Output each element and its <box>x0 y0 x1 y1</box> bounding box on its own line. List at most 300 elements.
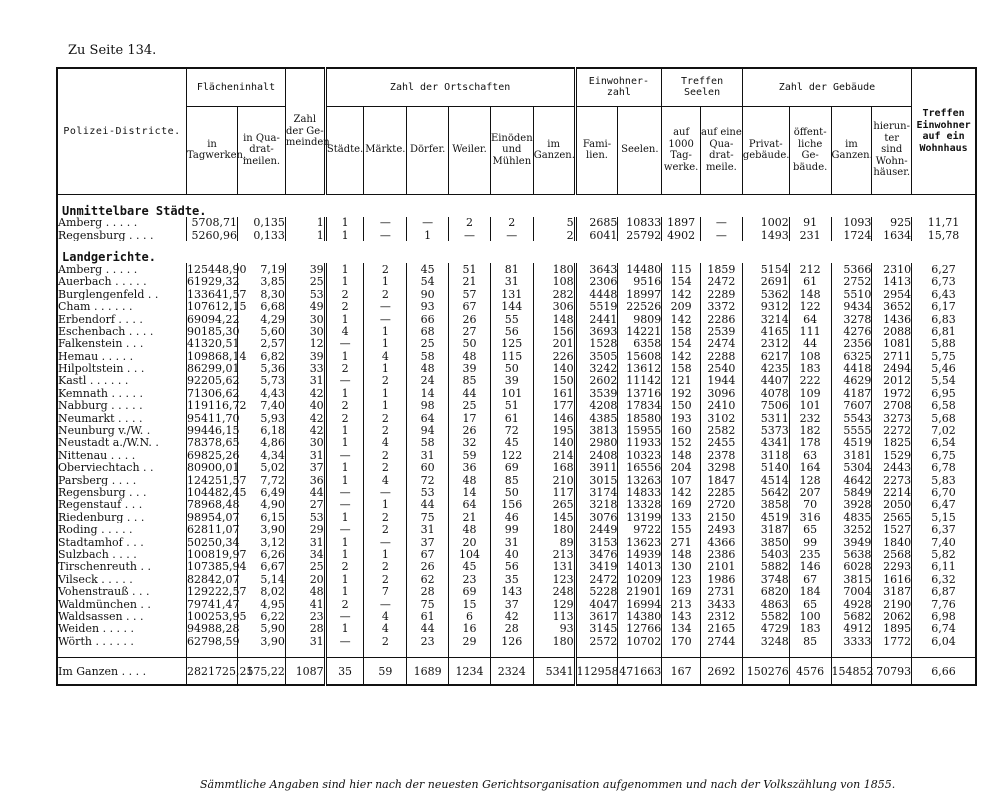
cell-qm: 0,135 <box>238 217 286 229</box>
cell-we: 48 <box>449 523 491 535</box>
table-row <box>57 561 976 573</box>
cell-ges: 201 <box>533 338 575 350</box>
cell-fam: 2602 <box>575 375 618 387</box>
cell-we: 26 <box>449 424 491 436</box>
cell-t1000: 133 <box>662 511 701 523</box>
cell-oeff: 100 <box>789 610 831 622</box>
cell-mk: 2 <box>364 424 407 436</box>
cell-ges: 89 <box>533 536 575 548</box>
cell-tagwerk: 78378,65 <box>187 436 240 450</box>
table-row <box>57 486 976 498</box>
cell-oeff: 99 <box>789 536 831 548</box>
cell-oeff: 111 <box>789 325 831 337</box>
cell-oeff: 70 <box>789 499 831 511</box>
cell-st: 1 <box>325 313 364 325</box>
cell-fam: 5228 <box>575 585 618 597</box>
cell-tr: 6,43 <box>912 288 976 300</box>
cell-dr: 53 <box>407 486 449 498</box>
header-families: Fami- lien. <box>575 106 618 194</box>
cell-tr: 6,73 <box>912 276 976 288</box>
cell-we: 14 <box>449 486 491 498</box>
cell-tr: 6,32 <box>912 573 976 585</box>
cell-we: 48 <box>449 350 491 362</box>
cell-dr: 61 <box>407 610 449 622</box>
cell-st: 2 <box>325 400 364 412</box>
cell-tqm: 2493 <box>701 523 743 535</box>
cell-ges: 180 <box>533 523 575 535</box>
cell-geb: 5555 <box>831 424 872 436</box>
cell-t1000: 154 <box>662 276 701 288</box>
cell-dr: 93 <box>407 300 449 312</box>
table-row <box>57 313 976 325</box>
cell-mk: 2 <box>364 561 407 573</box>
cell-st: — <box>325 610 364 622</box>
cell-geb: 4912 <box>831 623 872 635</box>
cell-qm: 4,90 <box>238 499 286 511</box>
cell-we: 69 <box>449 585 491 597</box>
cell-we: 6 <box>449 610 491 622</box>
cell-priv: 4514 <box>742 474 789 486</box>
cell-we: 39 <box>449 362 491 374</box>
cell-name: Hemau . . . . . <box>57 350 187 362</box>
cell-tqm: 3102 <box>701 412 743 424</box>
cell-gem: 12 <box>285 338 325 350</box>
cell-geb: 5682 <box>831 610 872 622</box>
cell-tagwerk: 78968,48 <box>187 498 240 512</box>
cell-ges: 248 <box>533 585 575 597</box>
cell-mk: 2 <box>364 412 407 424</box>
cell-qm: 8,02 <box>238 585 286 597</box>
cell-ges: 214 <box>533 449 575 461</box>
cell-seel: 11142 <box>618 375 662 387</box>
cell-ei: 28 <box>490 623 533 635</box>
cell-tr: 6,66 <box>912 658 976 686</box>
cell-seel: 14221 <box>618 325 662 337</box>
cell-wohn: 1529 <box>872 449 912 461</box>
cell-fam: 4385 <box>575 412 618 424</box>
cell-geb: 5638 <box>831 548 872 560</box>
cell-tr: 11,71 <box>912 217 976 229</box>
cell-st: 1 <box>325 350 364 362</box>
cell-mk: — <box>364 598 407 610</box>
cell-dr: 1 <box>407 229 449 241</box>
cell-mk: 2 <box>364 462 407 474</box>
cell-wohn: 1825 <box>872 437 912 449</box>
cell-mk: 1 <box>364 499 407 511</box>
cell-dr: 24 <box>407 375 449 387</box>
cell-qm: 4,95 <box>238 598 286 610</box>
cell-mk: 4 <box>364 437 407 449</box>
cell-gem: 28 <box>285 623 325 635</box>
table-row <box>57 217 976 229</box>
cell-wohn: 2954 <box>872 288 912 300</box>
spacer-cell <box>872 647 912 658</box>
cell-priv: 5362 <box>742 288 789 300</box>
cell-tagwerk: 80900,01 <box>187 461 240 475</box>
cell-tagwerk: 69825,26 <box>187 448 240 462</box>
cell-dr: 68 <box>407 325 449 337</box>
cell-seel: 25792 <box>618 229 662 241</box>
cell-mk: 4 <box>364 350 407 362</box>
cell-tqm: 2455 <box>701 437 743 449</box>
cell-wohn: 1972 <box>872 387 912 399</box>
cell-qm: 5,73 <box>238 375 286 387</box>
cell-tr: 6,75 <box>912 449 976 461</box>
cell-we: 27 <box>449 325 491 337</box>
cell-priv: 7506 <box>742 400 789 412</box>
cell-mk: 1 <box>364 325 407 337</box>
section-cities-label: Unmittelbare Städte. <box>62 203 207 218</box>
cell-gem: 48 <box>285 585 325 597</box>
header-per-qm: auf eine Qua- drat- meile. <box>701 106 743 194</box>
cell-qm: 3,90 <box>238 523 286 535</box>
cell-fam: 2472 <box>575 573 618 585</box>
header-per-area: Treffen Seelen <box>662 68 743 106</box>
cell-tqm: 2286 <box>701 313 743 325</box>
cell-we: 51 <box>449 263 491 275</box>
cell-tqm: 2720 <box>701 499 743 511</box>
cell-oeff: 182 <box>789 424 831 436</box>
cell-t1000: 150 <box>662 400 701 412</box>
cell-priv: 3248 <box>742 635 789 647</box>
spacer-cell <box>57 647 187 658</box>
header-places-total: im Ganzen. <box>533 106 575 194</box>
cell-tqm: 3372 <box>701 300 743 312</box>
table-row <box>57 412 976 424</box>
cell-mk: — <box>364 486 407 498</box>
cell-geb: 5366 <box>831 263 872 275</box>
cell-geb: 4187 <box>831 387 872 399</box>
cell-st: 1 <box>325 437 364 449</box>
cell-ges: 5 <box>533 217 575 229</box>
cell-dr: 14 <box>407 387 449 399</box>
cell-wohn: 1413 <box>872 276 912 288</box>
cell-dr: 60 <box>407 462 449 474</box>
cell-dr: 67 <box>407 548 449 560</box>
cell-fam: 3911 <box>575 462 618 474</box>
cell-mk: 2 <box>364 511 407 523</box>
cell-t1000: 148 <box>662 548 701 560</box>
cell-seel: 10702 <box>618 635 662 647</box>
cell-fam: 2572 <box>575 635 618 647</box>
cell-qm: 5,02 <box>238 462 286 474</box>
cell-ei: 50 <box>490 486 533 498</box>
cell-t1000: 134 <box>662 623 701 635</box>
cell-qm: 6,68 <box>238 300 286 312</box>
cell-tr: 5,54 <box>912 375 976 387</box>
cell-tagwerk: 100819,97 <box>187 547 247 561</box>
cell-tr: 6,95 <box>912 387 976 399</box>
cell-we: 45 <box>449 561 491 573</box>
cell-tqm: 2289 <box>701 288 743 300</box>
cell-tagwerk: 69094,22 <box>187 312 240 326</box>
cell-tagwerk: 82842,07 <box>187 572 240 586</box>
cell-oeff: 61 <box>789 276 831 288</box>
cell-seel: 13199 <box>618 511 662 523</box>
cell-wohn: 2708 <box>872 400 912 412</box>
cell-t1000: 107 <box>662 474 701 486</box>
cell-tagwerk: 62798,59 <box>187 634 240 648</box>
cell-seel: 14380 <box>618 610 662 622</box>
spacer-cell <box>325 647 364 658</box>
cell-ei: — <box>490 229 533 241</box>
cell-fam: 3242 <box>575 362 618 374</box>
table-row <box>57 462 976 474</box>
cell-name: Regenstauf . . . <box>57 499 187 511</box>
cell-st: 1 <box>325 387 364 399</box>
cell-we: 25 <box>449 400 491 412</box>
cell-fam: 3419 <box>575 561 618 573</box>
cell-geb: 5849 <box>831 486 872 498</box>
cell-oeff: 128 <box>789 474 831 486</box>
cell-st: 1 <box>325 217 364 229</box>
cell-we: 36 <box>449 462 491 474</box>
cell-ei: 50 <box>490 362 533 374</box>
header-communities: Zahl der Ge- meinden <box>285 68 325 194</box>
cell-ges: 150 <box>533 375 575 387</box>
cell-tr: 6,81 <box>912 325 976 337</box>
cell-dr: 28 <box>407 585 449 597</box>
cell-tqm: 4366 <box>701 536 743 548</box>
cell-tqm: 2312 <box>701 610 743 622</box>
cell-tqm: 2540 <box>701 362 743 374</box>
cell-st: 35 <box>325 658 364 686</box>
cell-gem: 36 <box>285 474 325 486</box>
cell-qm: 5,93 <box>238 412 286 424</box>
cell-st: — <box>325 449 364 461</box>
cell-geb: 4276 <box>831 325 872 337</box>
spacer-cell <box>490 647 533 658</box>
cell-tr: 6,58 <box>912 400 976 412</box>
cell-ei: 125 <box>490 338 533 350</box>
cell-t1000: 142 <box>662 288 701 300</box>
cell-ges: 148 <box>533 313 575 325</box>
cell-ges: 145 <box>533 511 575 523</box>
cell-gem: 25 <box>285 561 325 573</box>
cell-mk: 4 <box>364 610 407 622</box>
cell-st: 1 <box>325 229 364 241</box>
cell-wohn: 2711 <box>872 350 912 362</box>
cell-mk: 2 <box>364 635 407 647</box>
cell-geb: 2356 <box>831 338 872 350</box>
cell-ei: 115 <box>490 350 533 362</box>
cell-tagwerk: 94988,28 <box>187 622 240 636</box>
cell-tqm: 2472 <box>701 276 743 288</box>
cell-wohn: 3187 <box>872 585 912 597</box>
cell-tqm: 1986 <box>701 573 743 585</box>
table-row <box>57 499 976 511</box>
cell-tqm: 1944 <box>701 375 743 387</box>
cell-tr: 6,78 <box>912 462 976 474</box>
cell-oeff: 63 <box>789 449 831 461</box>
cell-tr: 5,82 <box>912 548 976 560</box>
cell-oeff: 101 <box>789 400 831 412</box>
cell-priv: 3214 <box>742 313 789 325</box>
cell-seel: 11933 <box>618 437 662 449</box>
cell-st: — <box>325 499 364 511</box>
cell-ges: 180 <box>533 263 575 275</box>
cell-oeff: 65 <box>789 523 831 535</box>
cell-name: Auerbach . . . . . <box>57 276 187 288</box>
cell-name: Kemnath . . . . . <box>57 387 187 399</box>
table-row <box>57 338 976 350</box>
cell-fam: 2408 <box>575 449 618 461</box>
cell-ges: 123 <box>533 573 575 585</box>
cell-tqm: 2539 <box>701 325 743 337</box>
cell-mk: 2 <box>364 523 407 535</box>
cell-tr: 6,37 <box>912 523 976 535</box>
cell-tqm: 2386 <box>701 548 743 560</box>
cell-wohn: 2050 <box>872 499 912 511</box>
cell-dr: 94 <box>407 424 449 436</box>
cell-name: Erbendorf . . . . <box>57 313 187 325</box>
cell-we: 21 <box>449 276 491 288</box>
cell-ges: 129 <box>533 598 575 610</box>
cell-mk: 1 <box>364 548 407 560</box>
cell-mk: — <box>364 536 407 548</box>
cell-name: Tirschenreuth . . <box>57 561 187 573</box>
cell-ges: 180 <box>533 635 575 647</box>
cell-qm: 4,29 <box>238 313 286 325</box>
cell-geb: 3815 <box>831 573 872 585</box>
cell-mk: — <box>364 313 407 325</box>
cell-ei: 101 <box>490 387 533 399</box>
cell-we: 23 <box>449 573 491 585</box>
cell-fam: 3153 <box>575 536 618 548</box>
cell-we: 104 <box>449 548 491 560</box>
cell-qm: 3,90 <box>238 635 286 647</box>
spacer-cell <box>831 647 872 658</box>
cell-ges: 168 <box>533 462 575 474</box>
cell-t1000: 121 <box>662 375 701 387</box>
cell-gem: 20 <box>285 573 325 585</box>
table-row <box>57 437 976 449</box>
cell-ei: 99 <box>490 523 533 535</box>
cell-ei: 55 <box>490 313 533 325</box>
cell-name: Stadtamhof . . . <box>57 536 187 548</box>
cell-priv: 4407 <box>742 375 789 387</box>
cell-t1000: 160 <box>662 424 701 436</box>
cell-gem: 30 <box>285 437 325 449</box>
cell-qm: 6,67 <box>238 561 286 573</box>
cell-tagwerk: 62811,07 <box>187 523 240 537</box>
cell-dr: 98 <box>407 400 449 412</box>
cell-fam: 2685 <box>575 217 618 229</box>
cell-tqm: 2288 <box>701 350 743 362</box>
table-row <box>57 350 976 362</box>
cell-oeff: 4576 <box>789 658 831 686</box>
cell-dr: 1689 <box>407 658 449 686</box>
header-private-buildings: Privat- gebäude. <box>742 106 789 194</box>
cell-gem: 25 <box>285 276 325 288</box>
cell-tr: 6,27 <box>912 263 976 275</box>
cell-name: Cham . . . . . . <box>57 300 187 312</box>
cell-t1000: 143 <box>662 610 701 622</box>
cell-tagwerk: 50250,34 <box>187 535 240 549</box>
cell-geb: 4928 <box>831 598 872 610</box>
cell-oeff: 232 <box>789 412 831 424</box>
cell-fam: 3476 <box>575 548 618 560</box>
cell-gem: 23 <box>285 610 325 622</box>
cell-priv: 3187 <box>742 523 789 535</box>
cell-seel: 15955 <box>618 424 662 436</box>
cell-mk: 2 <box>364 375 407 387</box>
cell-qm: 3,85 <box>238 276 286 288</box>
cell-geb: 7004 <box>831 585 872 597</box>
table-row <box>57 474 976 486</box>
cell-we: 1234 <box>449 658 491 686</box>
spacer-cell <box>662 647 701 658</box>
cell-wohn: 1772 <box>872 635 912 647</box>
cell-gem: 31 <box>285 536 325 548</box>
cell-we: 59 <box>449 449 491 461</box>
cell-geb: 3181 <box>831 449 872 461</box>
spacer-cell <box>742 647 789 658</box>
cell-dr: 62 <box>407 573 449 585</box>
cell-gem: 1 <box>285 217 325 229</box>
table-row <box>57 300 976 312</box>
cell-tagwerk: 107612,15 <box>187 300 247 314</box>
cell-t1000: 193 <box>662 412 701 424</box>
cell-tagwerk: 107385,94 <box>187 560 247 574</box>
cell-oeff: 222 <box>789 375 831 387</box>
cell-t1000: 1897 <box>662 217 701 229</box>
cell-tqm: 2101 <box>701 561 743 573</box>
cell-st: 2 <box>325 561 364 573</box>
cell-priv: 4519 <box>742 511 789 523</box>
cell-dr: 44 <box>407 499 449 511</box>
header-public-buildings: öffent- liche Ge- bäude. <box>789 106 831 194</box>
cell-st: 1 <box>325 276 364 288</box>
header-dwellings: hierun- ter sind Wohn- häuser. <box>872 106 912 194</box>
cell-priv: 5642 <box>742 486 789 498</box>
cell-tagwerk: 98954,07 <box>187 510 240 524</box>
cell-seel: 22526 <box>618 300 662 312</box>
cell-mk: 1 <box>364 400 407 412</box>
cell-t1000: 192 <box>662 387 701 399</box>
cell-fam: 3076 <box>575 511 618 523</box>
cell-seel: 10209 <box>618 573 662 585</box>
cell-oeff: 183 <box>789 362 831 374</box>
header-farmsteads: Einöden und Mühlen <box>490 106 533 194</box>
table-row <box>57 263 976 275</box>
cell-priv: 5154 <box>742 263 789 275</box>
table-row <box>57 623 976 635</box>
cell-qm: 5,36 <box>238 362 286 374</box>
cell-ei: 35 <box>490 573 533 585</box>
cell-tagwerk: 119116,72 <box>187 399 247 413</box>
cell-geb: 4418 <box>831 362 872 374</box>
cell-seel: 13328 <box>618 499 662 511</box>
cell-ges: 140 <box>533 362 575 374</box>
table-row <box>57 387 976 399</box>
cell-mk: 1 <box>364 362 407 374</box>
cell-st: 2 <box>325 288 364 300</box>
cell-priv: 1493 <box>742 229 789 241</box>
cell-mk: — <box>364 217 407 229</box>
cell-ei: 40 <box>490 548 533 560</box>
cell-priv: 3850 <box>742 536 789 548</box>
cell-qm: 0,133 <box>238 229 286 241</box>
table-row <box>57 362 976 374</box>
cell-ei: 144 <box>490 300 533 312</box>
cell-mk: 1 <box>364 276 407 288</box>
spacer-cell <box>575 647 618 658</box>
cell-dr: 90 <box>407 288 449 300</box>
cell-geb: 2752 <box>831 276 872 288</box>
cell-we: 17 <box>449 412 491 424</box>
cell-tagwerk: 71306,62 <box>187 386 240 400</box>
